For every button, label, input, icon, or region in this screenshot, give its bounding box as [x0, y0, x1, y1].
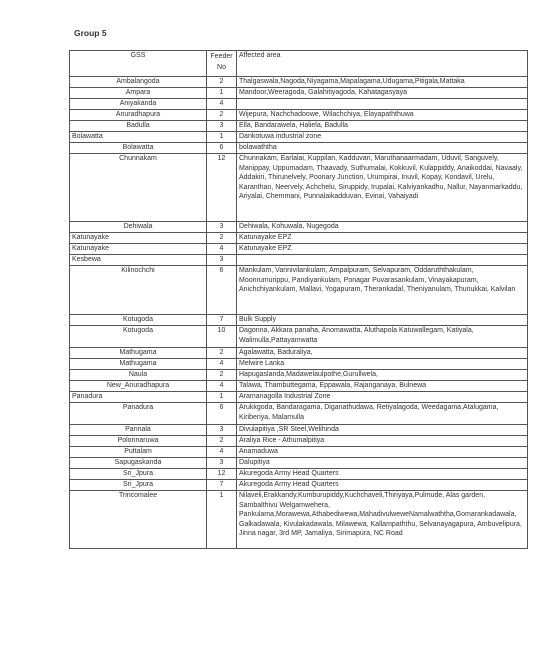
cell-feeder-no: 1 [207, 392, 237, 403]
cell-feeder-no: 4 [207, 244, 237, 255]
cell-affected-area: Hapugaslanda,Madawelaulpothe,Gurullwela, [237, 370, 528, 381]
cell-affected-area: Thalgaswala,Nagoda,Niyagama,Mapalagama,Udugama,Pitigala,Mattaka [237, 77, 528, 88]
cell-feeder-no: 2 [207, 77, 237, 88]
table-row [70, 77, 528, 88]
cell-affected-area: Dehiwala, Kohuwala, Nugegoda [237, 222, 528, 233]
table-row [70, 154, 528, 222]
group-title: Group 5 [74, 28, 107, 38]
cell-affected-area: Nilaveli,Erakkandy,Kumburupiddy,Kuchchaveli,Thiriyaya,Pulmude, Alas garden, Sambalthivu Welgamwehera, Pankulama,Morawewa,Athabediwewa,MahadivulweweNamalwaththa,Gomarankadawala, Galkadawala, Kivulakadawala, Milawewa, Kallampaththu, Selvanayagapura, Ambuvelipura, Jinna nagar, 3rd MP, Jamaliya, Sirimapura, NC Road [237, 491, 528, 549]
cell-gss: Mathugama [70, 348, 207, 359]
cell-feeder-no: 2 [207, 436, 237, 447]
header-feeder-no [207, 51, 237, 77]
cell-feeder-no: 2 [207, 233, 237, 244]
cell-affected-area: Wijepura, Nachchadoowe, Wilachchiya, Elayapaththuwa [237, 110, 528, 121]
cell-feeder-no: 4 [207, 359, 237, 370]
cell-feeder-no: 4 [207, 99, 237, 110]
table-row [70, 315, 528, 326]
header-feeder-line1: Feeder [210, 53, 233, 60]
table-row [70, 348, 528, 359]
table-row [70, 326, 528, 348]
cell-feeder-no: 6 [207, 266, 237, 315]
cell-feeder-no: 4 [207, 381, 237, 392]
table-row [70, 425, 528, 436]
table-row [70, 480, 528, 491]
cell-affected-area: Dagonna, Akkara panaha, Anomawatta, Aluthapola Katuwallegam, Katiyala, Walimulla,Pattayamwatta [237, 326, 528, 348]
cell-affected-area: Ella, Bandarawela, Haliela, Badulla [237, 121, 528, 132]
cell-affected-area: Araliya Rice - Athumalpitiya [237, 436, 528, 447]
cell-feeder-no: 7 [207, 480, 237, 491]
cell-affected-area: Anamaduwa [237, 447, 528, 458]
table-row [70, 132, 528, 143]
cell-gss: Panadura [70, 392, 207, 403]
table-row [70, 99, 528, 110]
header-feeder-line2: No [217, 64, 226, 71]
cell-gss: Kotugoda [70, 315, 207, 326]
cell-feeder-no: 3 [207, 458, 237, 469]
cell-feeder-no: 10 [207, 326, 237, 348]
cell-gss: Bolawatta [70, 143, 207, 154]
cell-affected-area: Mankulam, Vannivilankulam, Ampalpuram, Selvapuram, Oddaruththakulam, Moonrumurippu, Pandiyankulam, Ponagar Puvarasankulam, Vinayakapuram, Anichchiyankulam, Mallavi, Yogapuram, Therankadal, Theniyanulam, Thunukkai, Kalvilan [237, 266, 528, 315]
cell-gss: Kilinochchi [70, 266, 207, 315]
cell-affected-area: Aramanagolla Industrial Zone [237, 392, 528, 403]
table-row [70, 469, 528, 480]
header-gss: GSS [70, 51, 207, 77]
cell-affected-area: bolawaththa [237, 143, 528, 154]
cell-gss: Trincomalee [70, 491, 207, 549]
table-row [70, 121, 528, 132]
table-row [70, 370, 528, 381]
table-row [70, 403, 528, 425]
cell-affected-area: Akuregoda Army Head Quarters [237, 469, 528, 480]
cell-gss: Katunayake [70, 233, 207, 244]
table-row [70, 110, 528, 121]
cell-gss: Sri_Jpura [70, 469, 207, 480]
table-row [70, 143, 528, 154]
cell-gss: Ampara [70, 88, 207, 99]
cell-affected-area: Katunayake EPZ [237, 233, 528, 244]
table-header-row [70, 51, 528, 77]
cell-gss: Katunayake [70, 244, 207, 255]
table-body [70, 77, 528, 549]
table-row [70, 458, 528, 469]
cell-gss: Pannala [70, 425, 207, 436]
table-row [70, 244, 528, 255]
cell-affected-area: Dankotuwa industrial zone [237, 132, 528, 143]
cell-affected-area: Divulapitiya ,SR Steel,Welihinda [237, 425, 528, 436]
cell-affected-area: Akuregoda Army Head Quarters [237, 480, 528, 491]
cell-gss: Mathugama [70, 359, 207, 370]
cell-feeder-no: 2 [207, 348, 237, 359]
cell-affected-area: Katunayake EPZ [237, 244, 528, 255]
table-row [70, 491, 528, 549]
table-row [70, 359, 528, 370]
cell-gss: Ambalangoda [70, 77, 207, 88]
header-affected-area: Affected area [237, 51, 528, 77]
cell-affected-area: Talawa, Thambuttegama, Eppawala, Rajanganaya, Bulnewa [237, 381, 528, 392]
table-row [70, 392, 528, 403]
table-row [70, 436, 528, 447]
table-row [70, 255, 528, 266]
cell-feeder-no: 12 [207, 154, 237, 222]
cell-feeder-no: 1 [207, 491, 237, 549]
table-row [70, 88, 528, 99]
cell-gss: Badulla [70, 121, 207, 132]
table-row [70, 233, 528, 244]
affected-areas-table [69, 50, 528, 549]
cell-affected-area [237, 255, 528, 266]
cell-gss: Naula [70, 370, 207, 381]
cell-affected-area: Melwire Lanka [237, 359, 528, 370]
cell-feeder-no: 2 [207, 110, 237, 121]
cell-gss: Aniyakanda [70, 99, 207, 110]
table-row [70, 222, 528, 233]
cell-feeder-no: 1 [207, 132, 237, 143]
cell-affected-area: Chunnakam, Earlalai, Kuppilan, Kadduvan, Maruthanaarmadam, Uduvil, Sanguvely, Manippay, Uppumadam, Thaavady, Suthumalai, Kokkuvil, Kulappiddy, Anaikoddai, Navaaly, Addakiri, Thirunelvely, Poonary Junction, Urumpirai, Inuvil, Kopay, Kondavil, Urelu, Karanthan, Neervely, Achchelu, Siruppidy, Irupalai, Kalviyankadhu, Nallur, Nayanmarkaddu, Ariyalai, Chemmani, Punnalaikadduvan, Evinai, Vahaiyadi [237, 154, 528, 222]
cell-affected-area: Arukkgoda, Bandaragama, Diganathudawa, Retiyalagoda, Weedagama,Atalugama, Kiriberiya, Malamulla [237, 403, 528, 425]
cell-gss: Polonnaruwa [70, 436, 207, 447]
cell-gss: Puttalam [70, 447, 207, 458]
table-row [70, 447, 528, 458]
cell-feeder-no: 6 [207, 143, 237, 154]
cell-gss: Sapugaskanda [70, 458, 207, 469]
cell-feeder-no: 3 [207, 425, 237, 436]
cell-gss: New_Anuradhapura [70, 381, 207, 392]
table-row [70, 266, 528, 315]
cell-feeder-no: 3 [207, 255, 237, 266]
cell-feeder-no: 3 [207, 222, 237, 233]
cell-affected-area: Bulk Supply [237, 315, 528, 326]
cell-feeder-no: 2 [207, 370, 237, 381]
cell-affected-area: Agalawatta, Baduraliya, [237, 348, 528, 359]
cell-affected-area [237, 99, 528, 110]
table-row [70, 381, 528, 392]
cell-gss: Anuradhapura [70, 110, 207, 121]
cell-feeder-no: 1 [207, 88, 237, 99]
cell-feeder-no: 3 [207, 121, 237, 132]
cell-affected-area: Dalupitiya [237, 458, 528, 469]
cell-affected-area: Mandoor,Weeragoda, Galahitiyagoda, Kahatagasyaya [237, 88, 528, 99]
cell-feeder-no: 6 [207, 403, 237, 425]
cell-gss: Kotugoda [70, 326, 207, 348]
cell-gss: Panadura [70, 403, 207, 425]
cell-feeder-no: 7 [207, 315, 237, 326]
cell-gss: Dehiwala [70, 222, 207, 233]
cell-gss: Kesbewa [70, 255, 207, 266]
cell-gss: Sri_Jpura [70, 480, 207, 491]
cell-feeder-no: 4 [207, 447, 237, 458]
cell-feeder-no: 12 [207, 469, 237, 480]
cell-gss: Bolawatta [70, 132, 207, 143]
cell-gss: Chunnakam [70, 154, 207, 222]
